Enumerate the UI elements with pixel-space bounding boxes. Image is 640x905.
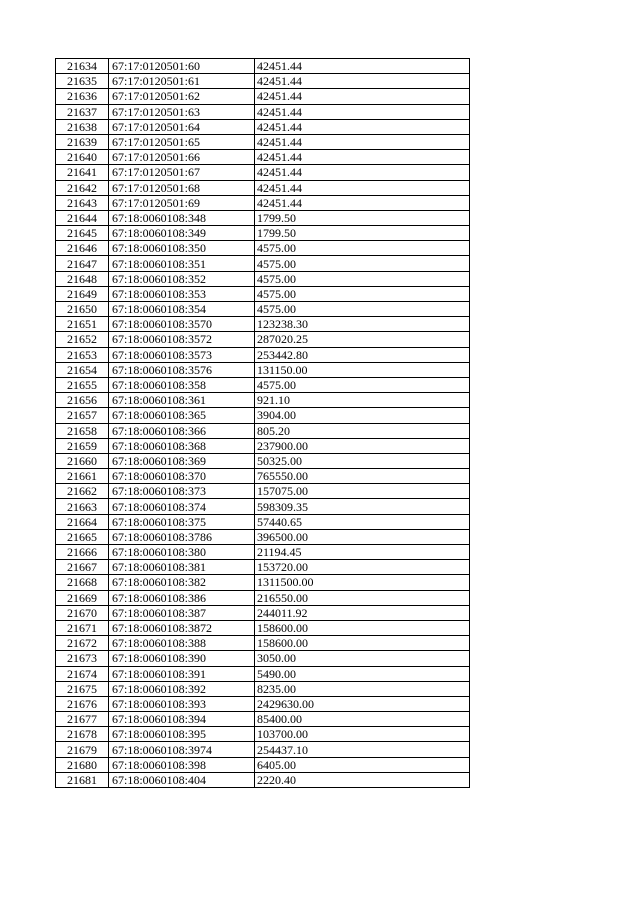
value-cell: 3050.00 (255, 651, 470, 666)
value-cell: 237900.00 (255, 438, 470, 453)
value-cell: 1311500.00 (255, 575, 470, 590)
table-row (56, 119, 470, 134)
cadastral-number-cell: 67:18:0060108:382 (109, 575, 255, 590)
row-number-cell: 21652 (56, 332, 109, 347)
cadastral-number-cell: 67:18:0060108:350 (109, 241, 255, 256)
row-number-cell: 21661 (56, 469, 109, 484)
table-row (56, 696, 470, 711)
value-cell: 2220.40 (255, 772, 470, 787)
cadastral-number-cell: 67:17:0120501:61 (109, 74, 255, 89)
row-number-cell: 21654 (56, 362, 109, 377)
table-row (56, 332, 470, 347)
table-row (56, 757, 470, 772)
cadastral-number-cell: 67:18:0060108:381 (109, 560, 255, 575)
row-number-cell: 21641 (56, 165, 109, 180)
cadastral-number-cell: 67:18:0060108:352 (109, 271, 255, 286)
value-cell: 216550.00 (255, 590, 470, 605)
value-cell: 805.20 (255, 423, 470, 438)
value-cell: 1799.50 (255, 210, 470, 225)
row-number-cell: 21679 (56, 742, 109, 757)
row-number-cell: 21669 (56, 590, 109, 605)
value-cell: 5490.00 (255, 666, 470, 681)
row-number-cell: 21666 (56, 545, 109, 560)
row-number-cell: 21647 (56, 256, 109, 271)
cadastral-number-cell: 67:17:0120501:64 (109, 119, 255, 134)
table-row (56, 438, 470, 453)
value-cell: 4575.00 (255, 302, 470, 317)
table-row (56, 317, 470, 332)
table-row (56, 560, 470, 575)
value-cell: 42451.44 (255, 134, 470, 149)
cadastral-number-cell: 67:18:0060108:387 (109, 605, 255, 620)
table-row (56, 651, 470, 666)
table-row (56, 636, 470, 651)
table-row (56, 180, 470, 195)
cadastral-number-cell: 67:18:0060108:361 (109, 393, 255, 408)
value-cell: 42451.44 (255, 89, 470, 104)
cadastral-number-cell: 67:18:0060108:3974 (109, 742, 255, 757)
row-number-cell: 21655 (56, 377, 109, 392)
cadastral-number-cell: 67:17:0120501:69 (109, 195, 255, 210)
value-cell: 921.10 (255, 393, 470, 408)
value-cell: 254437.10 (255, 742, 470, 757)
row-number-cell: 21638 (56, 119, 109, 134)
cadastral-number-cell: 67:18:0060108:351 (109, 256, 255, 271)
cadastral-number-cell: 67:18:0060108:353 (109, 286, 255, 301)
row-number-cell: 21674 (56, 666, 109, 681)
table-row (56, 393, 470, 408)
row-number-cell: 21681 (56, 772, 109, 787)
row-number-cell: 21646 (56, 241, 109, 256)
table-row (56, 134, 470, 149)
row-number-cell: 21656 (56, 393, 109, 408)
row-number-cell: 21651 (56, 317, 109, 332)
cadastral-number-cell: 67:18:0060108:370 (109, 469, 255, 484)
table-row (56, 104, 470, 119)
cadastral-number-cell: 67:18:0060108:373 (109, 484, 255, 499)
table-row (56, 241, 470, 256)
cadastral-number-cell: 67:17:0120501:63 (109, 104, 255, 119)
value-cell: 2429630.00 (255, 696, 470, 711)
cadastral-number-cell: 67:18:0060108:388 (109, 636, 255, 651)
cadastral-number-cell: 67:18:0060108:3786 (109, 529, 255, 544)
value-cell: 4575.00 (255, 256, 470, 271)
cadastral-number-cell: 67:18:0060108:3570 (109, 317, 255, 332)
value-cell: 103700.00 (255, 727, 470, 742)
row-number-cell: 21634 (56, 59, 109, 74)
cadastral-number-cell: 67:18:0060108:348 (109, 210, 255, 225)
value-cell: 4575.00 (255, 377, 470, 392)
table-row (56, 620, 470, 635)
value-cell: 123238.30 (255, 317, 470, 332)
table-row (56, 727, 470, 742)
cadastral-number-cell: 67:18:0060108:386 (109, 590, 255, 605)
value-cell: 287020.25 (255, 332, 470, 347)
value-cell: 42451.44 (255, 119, 470, 134)
row-number-cell: 21665 (56, 529, 109, 544)
row-number-cell: 21658 (56, 423, 109, 438)
value-cell: 42451.44 (255, 165, 470, 180)
value-cell: 158600.00 (255, 620, 470, 635)
table-row (56, 423, 470, 438)
value-cell: 4575.00 (255, 271, 470, 286)
cadastral-number-cell: 67:18:0060108:354 (109, 302, 255, 317)
row-number-cell: 21667 (56, 560, 109, 575)
table-row (56, 271, 470, 286)
value-cell: 50325.00 (255, 453, 470, 468)
table-row (56, 545, 470, 560)
table-row (56, 514, 470, 529)
value-cell: 42451.44 (255, 104, 470, 119)
table-row (56, 347, 470, 362)
cadastral-number-cell: 67:18:0060108:391 (109, 666, 255, 681)
cadastral-number-cell: 67:17:0120501:60 (109, 59, 255, 74)
table-row (56, 605, 470, 620)
row-number-cell: 21676 (56, 696, 109, 711)
table-row (56, 484, 470, 499)
row-number-cell: 21645 (56, 226, 109, 241)
value-cell: 153720.00 (255, 560, 470, 575)
row-number-cell: 21636 (56, 89, 109, 104)
table-row (56, 377, 470, 392)
row-number-cell: 21680 (56, 757, 109, 772)
row-number-cell: 21653 (56, 347, 109, 362)
row-number-cell: 21635 (56, 74, 109, 89)
cadastral-number-cell: 67:18:0060108:395 (109, 727, 255, 742)
value-cell: 6405.00 (255, 757, 470, 772)
row-number-cell: 21659 (56, 438, 109, 453)
value-cell: 42451.44 (255, 74, 470, 89)
cadastral-number-cell: 67:18:0060108:3573 (109, 347, 255, 362)
row-number-cell: 21668 (56, 575, 109, 590)
cadastral-number-cell: 67:18:0060108:404 (109, 772, 255, 787)
value-cell: 598309.35 (255, 499, 470, 514)
table-row (56, 89, 470, 104)
cadastral-number-cell: 67:18:0060108:394 (109, 712, 255, 727)
value-cell: 1799.50 (255, 226, 470, 241)
table-body (56, 59, 470, 788)
row-number-cell: 21671 (56, 620, 109, 635)
table-row (56, 302, 470, 317)
cadastral-number-cell: 67:18:0060108:369 (109, 453, 255, 468)
value-cell: 85400.00 (255, 712, 470, 727)
row-number-cell: 21673 (56, 651, 109, 666)
row-number-cell: 21650 (56, 302, 109, 317)
value-cell: 42451.44 (255, 180, 470, 195)
table-row (56, 529, 470, 544)
cadastral-number-cell: 67:18:0060108:3572 (109, 332, 255, 347)
cadastral-number-cell: 67:18:0060108:398 (109, 757, 255, 772)
table-row (56, 590, 470, 605)
value-cell: 131150.00 (255, 362, 470, 377)
row-number-cell: 21649 (56, 286, 109, 301)
cadastral-number-cell: 67:18:0060108:375 (109, 514, 255, 529)
cadastral-number-cell: 67:18:0060108:349 (109, 226, 255, 241)
value-cell: 4575.00 (255, 241, 470, 256)
row-number-cell: 21660 (56, 453, 109, 468)
cadastral-number-cell: 67:18:0060108:368 (109, 438, 255, 453)
cadastral-number-cell: 67:17:0120501:68 (109, 180, 255, 195)
table-row (56, 150, 470, 165)
row-number-cell: 21643 (56, 195, 109, 210)
value-cell: 253442.80 (255, 347, 470, 362)
value-cell: 3904.00 (255, 408, 470, 423)
cadastral-number-cell: 67:18:0060108:3872 (109, 620, 255, 635)
cadastral-number-cell: 67:18:0060108:366 (109, 423, 255, 438)
value-cell: 42451.44 (255, 195, 470, 210)
table-row (56, 408, 470, 423)
table-row (56, 742, 470, 757)
table-row (56, 772, 470, 787)
table-row (56, 74, 470, 89)
table-row (56, 681, 470, 696)
data-table (55, 58, 470, 788)
table-row (56, 195, 470, 210)
table-row (56, 469, 470, 484)
value-cell: 57440.65 (255, 514, 470, 529)
cadastral-number-cell: 67:18:0060108:374 (109, 499, 255, 514)
table-row (56, 453, 470, 468)
value-cell: 8235.00 (255, 681, 470, 696)
table-row (56, 59, 470, 74)
cadastral-number-cell: 67:18:0060108:392 (109, 681, 255, 696)
row-number-cell: 21675 (56, 681, 109, 696)
cadastral-number-cell: 67:17:0120501:66 (109, 150, 255, 165)
table-row (56, 666, 470, 681)
table-row (56, 362, 470, 377)
cadastral-number-cell: 67:17:0120501:65 (109, 134, 255, 149)
value-cell: 4575.00 (255, 286, 470, 301)
row-number-cell: 21657 (56, 408, 109, 423)
value-cell: 244011.92 (255, 605, 470, 620)
cadastral-number-cell: 67:18:0060108:390 (109, 651, 255, 666)
value-cell: 42451.44 (255, 150, 470, 165)
value-cell: 21194.45 (255, 545, 470, 560)
row-number-cell: 21664 (56, 514, 109, 529)
row-number-cell: 21648 (56, 271, 109, 286)
table-row (56, 712, 470, 727)
cadastral-number-cell: 67:18:0060108:380 (109, 545, 255, 560)
row-number-cell: 21640 (56, 150, 109, 165)
row-number-cell: 21639 (56, 134, 109, 149)
cadastral-number-cell: 67:18:0060108:358 (109, 377, 255, 392)
table-row (56, 226, 470, 241)
value-cell: 396500.00 (255, 529, 470, 544)
row-number-cell: 21670 (56, 605, 109, 620)
table-row (56, 165, 470, 180)
cadastral-number-cell: 67:17:0120501:62 (109, 89, 255, 104)
cadastral-number-cell: 67:18:0060108:365 (109, 408, 255, 423)
row-number-cell: 21663 (56, 499, 109, 514)
table-row (56, 256, 470, 271)
row-number-cell: 21672 (56, 636, 109, 651)
table-row (56, 210, 470, 225)
row-number-cell: 21677 (56, 712, 109, 727)
value-cell: 158600.00 (255, 636, 470, 651)
value-cell: 157075.00 (255, 484, 470, 499)
row-number-cell: 21642 (56, 180, 109, 195)
cadastral-number-cell: 67:18:0060108:393 (109, 696, 255, 711)
row-number-cell: 21662 (56, 484, 109, 499)
cadastral-number-cell: 67:18:0060108:3576 (109, 362, 255, 377)
row-number-cell: 21678 (56, 727, 109, 742)
table-row (56, 499, 470, 514)
row-number-cell: 21637 (56, 104, 109, 119)
cadastral-number-cell: 67:17:0120501:67 (109, 165, 255, 180)
table-row (56, 575, 470, 590)
table-row (56, 286, 470, 301)
value-cell: 765550.00 (255, 469, 470, 484)
row-number-cell: 21644 (56, 210, 109, 225)
value-cell: 42451.44 (255, 59, 470, 74)
